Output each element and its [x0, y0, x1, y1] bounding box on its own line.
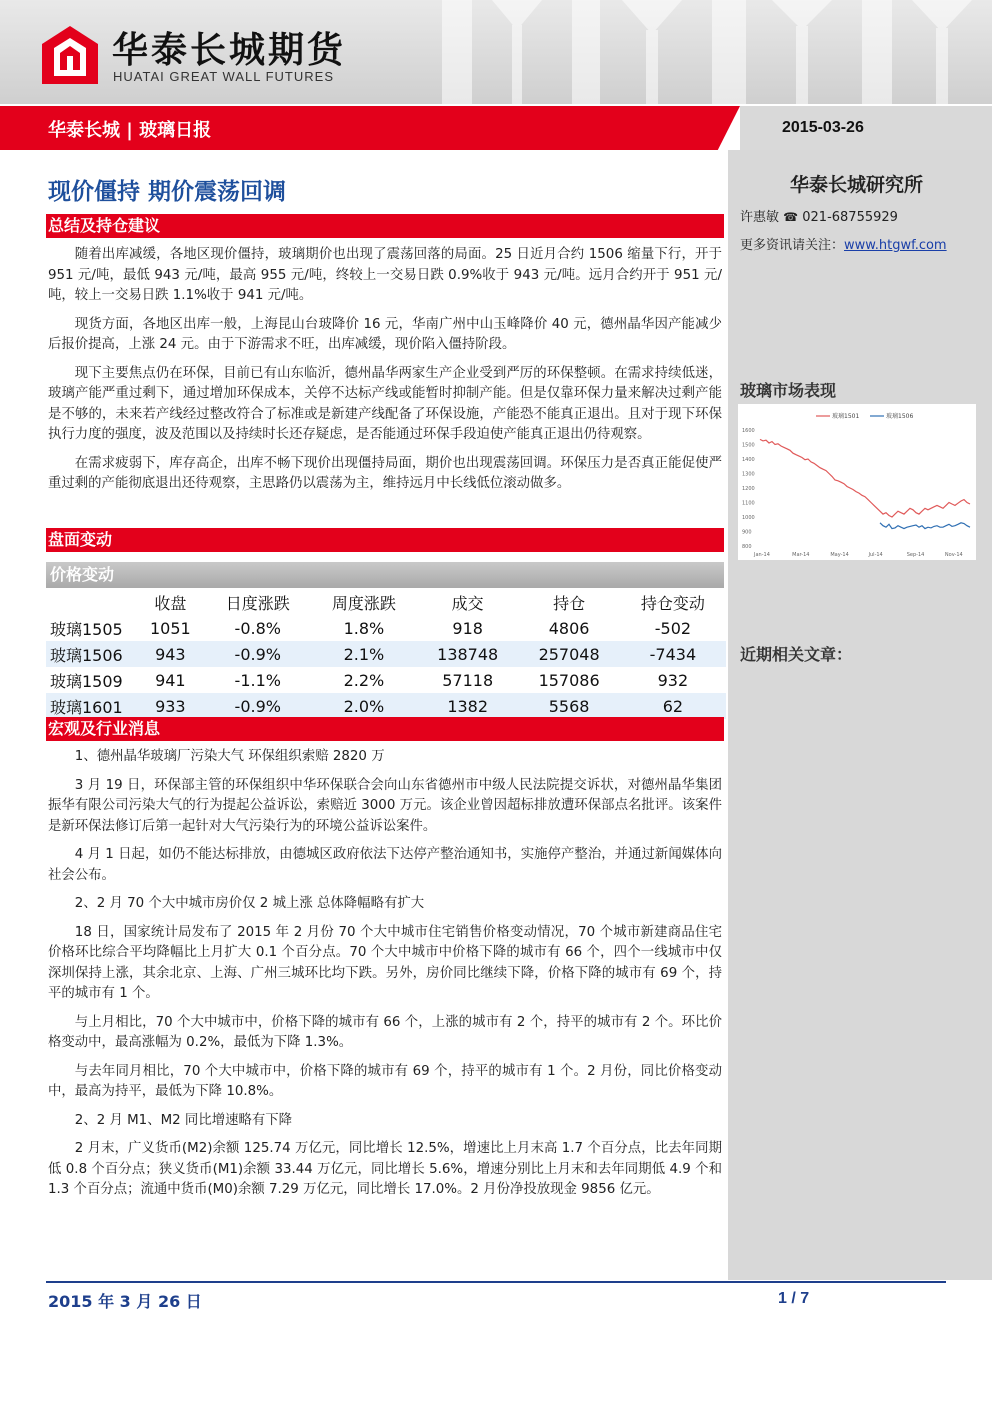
- y-tick-label: 1000: [742, 515, 755, 521]
- x-tick-label: May-14: [830, 552, 849, 558]
- table-cell: 5568: [518, 693, 619, 719]
- analyst-contact: [740, 206, 898, 225]
- x-tick-label: Mar-14: [792, 552, 810, 558]
- news-paragraph: 2 月末，广义货币(M2)余额 125.74 万亿元，同比增长 12.5%，增速比上月末高 1.7 个百分点，比去年同期低 0.8 个百分点；狭义货币(M1)余额 33.44 万亿元，同比增长 5.6%，增速分别比上月末和去年同期低 4.9 个和 1.3 个百分点；流通中货币(M0)余额 7.29 万亿元，同比增长 17.0%。2 月份净投放现金 9856 亿元。: [48, 1141, 722, 1197]
- section-macro-header: 宏观及行业消息: [46, 717, 724, 741]
- table-cell: 2.0%: [311, 693, 417, 719]
- news-paragraph: 3 月 19 日，环保部主管的环保组织中华环保联合会向山东省德州市中级人民法院提交诉状，对德州晶华集团振华有限公司污染大气的行为提起公益诉讼，索赔近 3000 万元。该企业曾因超标排放遭环保部点名批评。该案件是新环保法修订后第一起针对大气污染行为的环境公益诉讼案件。: [48, 777, 722, 834]
- table-cell: 941: [155, 670, 186, 690]
- table-cell: 2.2%: [343, 670, 385, 690]
- table-row: [46, 667, 726, 693]
- table-row: [46, 693, 726, 719]
- table-cell: 1382: [417, 693, 518, 719]
- table-cell: 62: [620, 693, 726, 719]
- table-header-cell: 持仓变动: [640, 593, 705, 613]
- y-tick-label: 800: [742, 544, 752, 550]
- table-cell: 4806: [548, 618, 590, 638]
- price-table: [46, 589, 726, 719]
- website-link[interactable]: www.htgwf.com: [844, 238, 947, 253]
- related-articles-heading: 近期相关文章：: [740, 645, 853, 664]
- legend-label: 玻璃1501: [832, 413, 860, 420]
- table-row: [46, 641, 726, 667]
- macro-body: [48, 747, 722, 1201]
- table-header-row: [46, 589, 726, 615]
- more-info: [740, 234, 947, 253]
- brand-name-en: HUATAI GREAT WALL FUTURES: [113, 69, 334, 84]
- legend-label: 玻璃1506: [886, 413, 914, 420]
- series-line-1: [760, 439, 970, 517]
- footer-date: 2015 年 3 月 26 日: [48, 1292, 202, 1311]
- table-header-cell: 周度涨跌: [331, 593, 396, 613]
- section-summary-header: 总结及持仓建议: [46, 214, 724, 238]
- table-cell: -0.8%: [234, 618, 281, 638]
- table-cell: -7434: [620, 641, 726, 667]
- summary-body: [48, 245, 722, 495]
- table-cell: 2.1%: [311, 641, 417, 667]
- building-silhouette-decoration: [432, 0, 992, 104]
- table-header-cell: 日度涨跌: [225, 593, 290, 613]
- chart-canvas: [738, 404, 976, 560]
- table-cell: 57118: [442, 670, 494, 690]
- news-paragraph: 与上月相比，70 个大中城市中，价格下降的城市有 66 个，上涨的城市有 2 个，持平的城市有 2 个。环比价格变动中，最高涨幅为 0.2%，最低为下降 1.3%。: [48, 1014, 722, 1050]
- table-cell: 玻璃1601: [46, 693, 136, 719]
- table-cell: 玻璃1506: [46, 641, 136, 667]
- news-paragraph: 18 日，国家统计局发布了 2015 年 2 月份 70 个大中城市住宅销售价格变动情况，70 个城市新建商品住宅价格环比综合平均降幅比上月扩大 0.1 个百分点。70 个大中城市中价格下降的城市有 66 个，四个一线城市中仅深圳保持上涨，其余北京、上海、广州三城环比均下跌。另外，房价同比继续下降，价格下降的城市有 69 个，持平的城市有 1 个。: [48, 924, 722, 1001]
- table-cell: -502: [654, 618, 692, 638]
- table-cell: 932: [657, 670, 689, 690]
- table-header-cell: 持仓: [553, 593, 586, 613]
- y-tick-label: 1100: [742, 500, 755, 507]
- report-date: 2015-03-26: [782, 119, 864, 136]
- summary-paragraph: 在需求疲弱下，库存高企，出库不畅下现价出现僵持局面，期价也出现震荡回调。环保压力是否真正能促使严重过剩的产能彻底退出还待观察，主思路仍以震荡为主，维持远月中长线低位滚动做多。: [48, 455, 722, 491]
- footer-divider: [46, 1281, 946, 1283]
- analyst-name: 许惠敏: [740, 210, 780, 225]
- table-cell: 257048: [518, 641, 619, 667]
- sidebar: [728, 150, 992, 1280]
- table-cell: 玻璃1509: [50, 671, 123, 691]
- table-cell: -1.1%: [234, 670, 281, 690]
- table-cell: 1.8%: [343, 618, 385, 638]
- news-heading: 2、2 月 M1、M2 同比增速略有下降: [74, 1112, 293, 1128]
- table-cell: 918: [452, 618, 483, 638]
- date-box: [740, 106, 992, 150]
- table-cell: 玻璃1505: [50, 619, 123, 639]
- y-tick-label: 900: [742, 529, 752, 536]
- x-tick-label: Jan-14: [754, 552, 770, 558]
- summary-paragraph: 现货方面，各地区出库一般，上海昆山台玻降价 16 元，华南广州中山玉峰降价 40 元，德州晶华因产能减少后报价提高，上涨 24 元。由于下游需求不旺，出库减缓，现价陷入僵持阶段。: [48, 316, 722, 352]
- market-heading: 玻璃市场表现: [740, 381, 837, 400]
- series-line-2: [880, 523, 970, 529]
- analyst-phone: 021-68755929: [802, 210, 898, 225]
- more-info-label: 更多资讯请关注：: [740, 238, 845, 253]
- table-cell: -0.9%: [205, 641, 311, 667]
- news-paragraph: 与去年同月相比，70 个大中城市中，价格下降的城市有 69 个，持平的城市有 1 个。2 月份，同比价格变动中，最高为持平，最低为下降 10.8%。: [48, 1063, 722, 1099]
- price-change-subheader: 价格变动: [46, 562, 724, 588]
- x-tick-label: Nov-14: [944, 552, 963, 558]
- article-title: 现价僵持 期价震荡回调: [48, 179, 287, 205]
- news-heading: 1、德州晶华玻璃厂污染大气 环保组织索赔 2820 万: [74, 749, 385, 764]
- news-paragraph: 4 月 1 日起，如仍不能达标排放，由德城区政府依法下达停产整治通知书，实施停产整治，并通过新闻媒体向社会公布。: [48, 847, 722, 883]
- y-tick-label: 1600: [742, 428, 755, 434]
- x-tick-label: Sep-14: [906, 552, 925, 558]
- y-tick-label: 1200: [742, 486, 755, 492]
- table-header-cell: 收盘: [154, 593, 187, 613]
- table-cell: 933: [136, 693, 205, 719]
- table-header-cell: 成交: [451, 593, 484, 613]
- brand-name-cn: 华泰长城期货: [112, 30, 347, 71]
- glass-price-chart: [738, 404, 976, 560]
- x-tick-label: Jul-14: [868, 552, 883, 558]
- table-cell: 138748: [417, 641, 518, 667]
- institute-name: 华泰长城研究所: [790, 174, 924, 196]
- page-number: 1 / 7: [778, 1290, 810, 1307]
- company-logo-icon: [42, 26, 98, 84]
- table-cell: 157086: [538, 670, 600, 690]
- table-header-cell: [46, 589, 136, 615]
- y-tick-label: 1500: [742, 442, 755, 449]
- table-cell: 943: [136, 641, 205, 667]
- section-market-header: 盘面变动: [46, 528, 724, 552]
- table-cell: -0.9%: [205, 693, 311, 719]
- y-tick-label: 1300: [742, 471, 755, 478]
- phone-icon: ☎: [783, 210, 799, 224]
- y-tick-label: 1400: [742, 457, 755, 463]
- summary-paragraph: 现下主要焦点仍在环保，目前已有山东临沂，德州晶华两家生产企业受到严厉的环保整顿。在需求持续低迷，玻璃产能严重过剩下，通过增加环保成本，关停不达标产线或能暂时抑制产能。但是仅靠环保力量来解决过剩产能是不够的，未来若产线经过整改符合了标准或是新建产线配备了环保设施，产能恐不能真正退出。且对于现下环保执行力度的强度，波及范围以及持续时长还存疑虑，是否能通过环保手段迫使产能真正退出仍待观察。: [48, 365, 722, 442]
- table-cell: 1051: [149, 618, 191, 638]
- news-heading: 2、2 月 70 个大中城市房价仅 2 城上涨 总体降幅略有扩大: [74, 896, 425, 911]
- page-header: [0, 0, 992, 104]
- table-row: [46, 615, 726, 641]
- report-series-title: 华泰长城 | 玻璃日报: [48, 120, 212, 141]
- summary-paragraph: 随着出库减缓，各地区现价僵持，玻璃期价也出现了震荡回落的局面。25 日近月合约 1506 缩量下行，开于 951 元/吨，最低 943 元/吨，最高 955 元/吨，终较上一交易日跌 0.9%收于 943 元/吨。远月合约开于 951 元/吨，较上一交易日跌 1.1%收于 941 元/吨。: [48, 247, 722, 303]
